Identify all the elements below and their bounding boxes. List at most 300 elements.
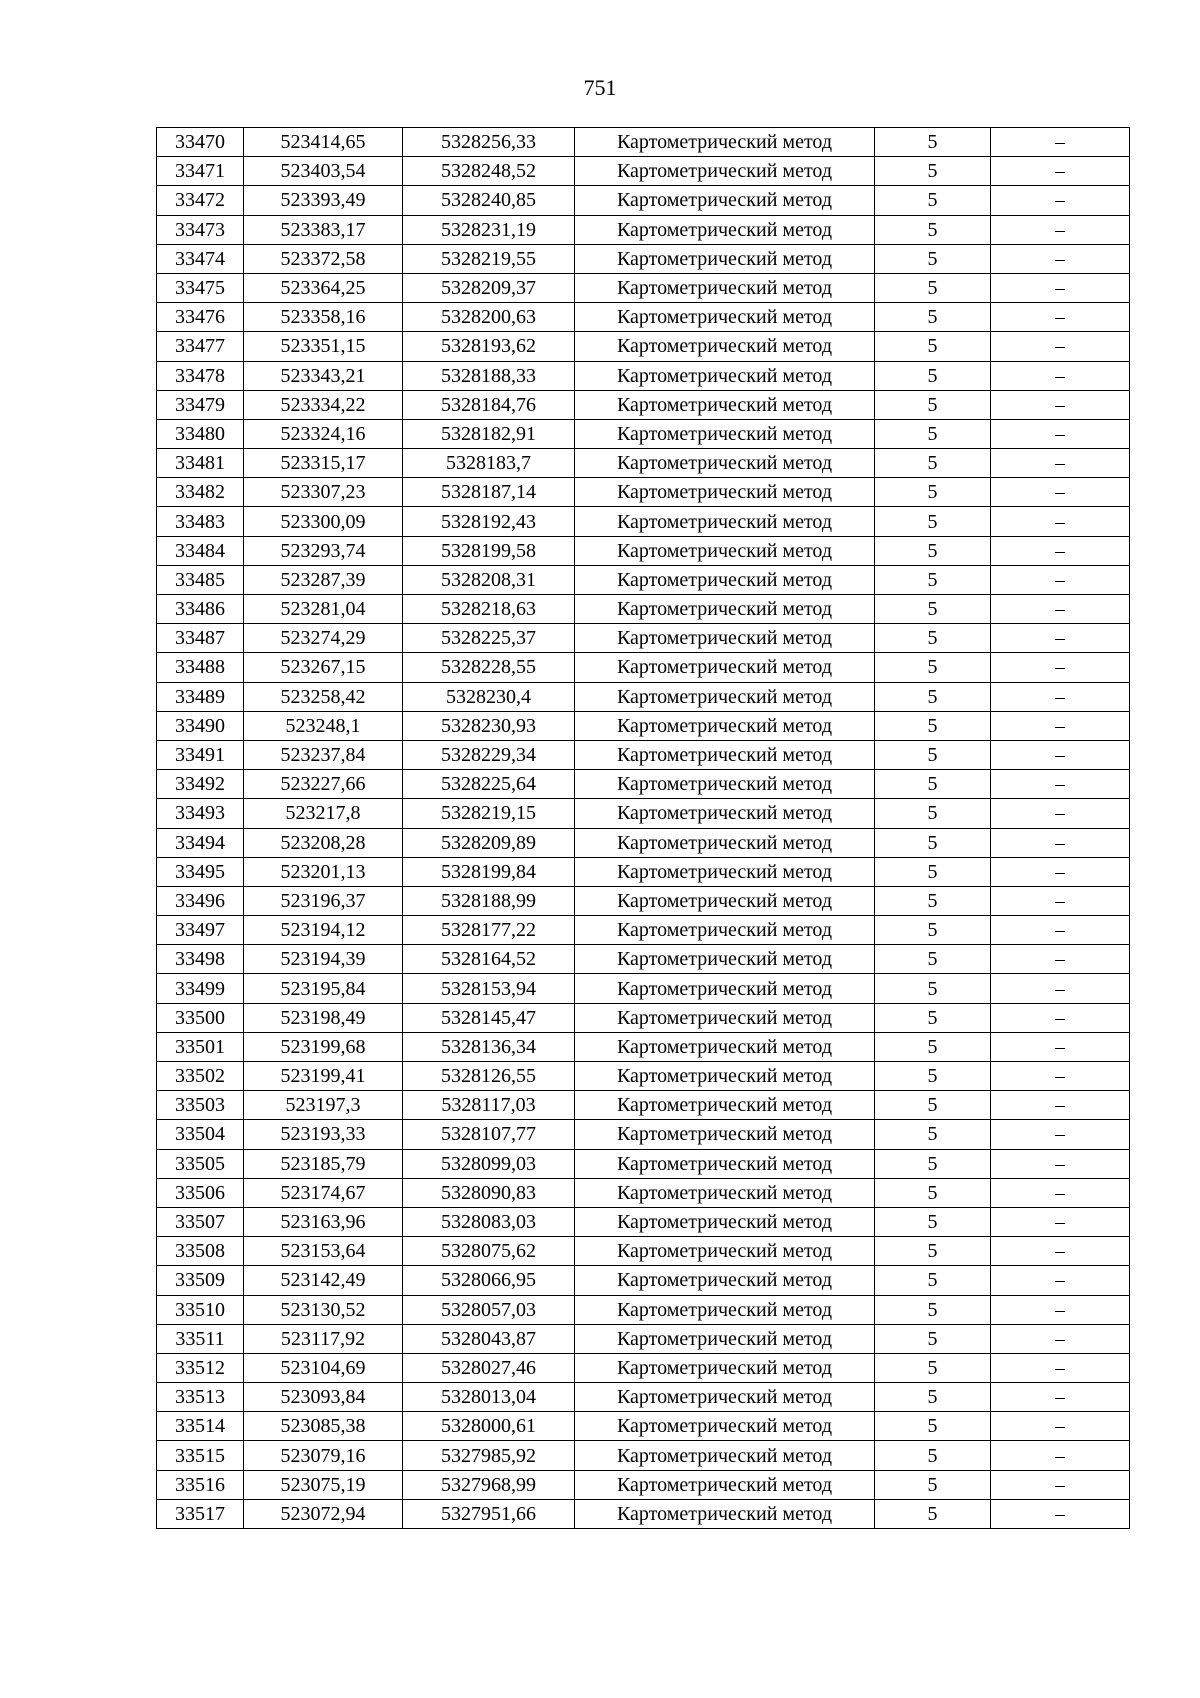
dash-cell: –: [991, 1178, 1130, 1207]
dash-cell: –: [991, 1237, 1130, 1266]
y-coordinate-cell: 5328199,58: [403, 536, 575, 565]
table-row: [157, 478, 1130, 507]
method-cell: Картометрический метод: [575, 828, 875, 857]
accuracy-cell: 5: [875, 916, 991, 945]
method-cell: Картометрический метод: [575, 886, 875, 915]
point-id-cell: 33473: [157, 215, 244, 244]
table-row: [157, 1237, 1130, 1266]
table-row: [157, 1266, 1130, 1295]
method-cell: Картометрический метод: [575, 1003, 875, 1032]
point-id-cell: 33488: [157, 653, 244, 682]
method-cell: Картометрический метод: [575, 478, 875, 507]
method-cell: Картометрический метод: [575, 186, 875, 215]
point-id-cell: 33472: [157, 186, 244, 215]
dash-cell: –: [991, 974, 1130, 1003]
point-id-cell: 33482: [157, 478, 244, 507]
y-coordinate-cell: 5328228,55: [403, 653, 575, 682]
x-coordinate-cell: 523267,15: [244, 653, 403, 682]
table-row: [157, 653, 1130, 682]
method-cell: Картометрический метод: [575, 1412, 875, 1441]
accuracy-cell: 5: [875, 624, 991, 653]
dash-cell: –: [991, 740, 1130, 769]
y-coordinate-cell: 5328117,03: [403, 1091, 575, 1120]
dash-cell: –: [991, 1324, 1130, 1353]
dash-cell: –: [991, 478, 1130, 507]
y-coordinate-cell: 5328164,52: [403, 945, 575, 974]
x-coordinate-cell: 523104,69: [244, 1353, 403, 1382]
dash-cell: –: [991, 186, 1130, 215]
point-id-cell: 33486: [157, 595, 244, 624]
y-coordinate-cell: 5328240,85: [403, 186, 575, 215]
point-id-cell: 33492: [157, 770, 244, 799]
point-id-cell: 33511: [157, 1324, 244, 1353]
method-cell: Картометрический метод: [575, 740, 875, 769]
accuracy-cell: 5: [875, 449, 991, 478]
x-coordinate-cell: 523227,66: [244, 770, 403, 799]
y-coordinate-cell: 5328107,77: [403, 1120, 575, 1149]
dash-cell: –: [991, 449, 1130, 478]
dash-cell: –: [991, 799, 1130, 828]
x-coordinate-cell: 523364,25: [244, 273, 403, 302]
dash-cell: –: [991, 1062, 1130, 1091]
y-coordinate-cell: 5327951,66: [403, 1499, 575, 1528]
table-row: [157, 449, 1130, 478]
method-cell: Картометрический метод: [575, 128, 875, 157]
method-cell: Картометрический метод: [575, 565, 875, 594]
method-cell: Картометрический метод: [575, 770, 875, 799]
accuracy-cell: 5: [875, 1412, 991, 1441]
table-row: [157, 273, 1130, 302]
x-coordinate-cell: 523093,84: [244, 1383, 403, 1412]
y-coordinate-cell: 5328208,31: [403, 565, 575, 594]
accuracy-cell: 5: [875, 361, 991, 390]
accuracy-cell: 5: [875, 303, 991, 332]
method-cell: Картометрический метод: [575, 799, 875, 828]
method-cell: Картометрический метод: [575, 624, 875, 653]
table-row: [157, 244, 1130, 273]
dash-cell: –: [991, 419, 1130, 448]
method-cell: Картометрический метод: [575, 1237, 875, 1266]
dash-cell: –: [991, 1003, 1130, 1032]
x-coordinate-cell: 523281,04: [244, 595, 403, 624]
table-row: [157, 1062, 1130, 1091]
y-coordinate-cell: 5328187,14: [403, 478, 575, 507]
method-cell: Картометрический метод: [575, 1383, 875, 1412]
method-cell: Картометрический метод: [575, 1120, 875, 1149]
y-coordinate-cell: 5328043,87: [403, 1324, 575, 1353]
y-coordinate-cell: 5328248,52: [403, 157, 575, 186]
point-id-cell: 33500: [157, 1003, 244, 1032]
y-coordinate-cell: 5328231,19: [403, 215, 575, 244]
method-cell: Картометрический метод: [575, 273, 875, 302]
accuracy-cell: 5: [875, 828, 991, 857]
point-id-cell: 33481: [157, 449, 244, 478]
x-coordinate-cell: 523237,84: [244, 740, 403, 769]
accuracy-cell: 5: [875, 974, 991, 1003]
x-coordinate-cell: 523174,67: [244, 1178, 403, 1207]
x-coordinate-cell: 523372,58: [244, 244, 403, 273]
dash-cell: –: [991, 507, 1130, 536]
accuracy-cell: 5: [875, 1207, 991, 1236]
table-row: [157, 945, 1130, 974]
method-cell: Картометрический метод: [575, 449, 875, 478]
point-id-cell: 33513: [157, 1383, 244, 1412]
table-row: [157, 828, 1130, 857]
x-coordinate-cell: 523193,33: [244, 1120, 403, 1149]
accuracy-cell: 5: [875, 1003, 991, 1032]
accuracy-cell: 5: [875, 536, 991, 565]
point-id-cell: 33515: [157, 1441, 244, 1470]
y-coordinate-cell: 5328153,94: [403, 974, 575, 1003]
dash-cell: –: [991, 128, 1130, 157]
x-coordinate-cell: 523393,49: [244, 186, 403, 215]
x-coordinate-cell: 523085,38: [244, 1412, 403, 1441]
y-coordinate-cell: 5328209,89: [403, 828, 575, 857]
point-id-cell: 33478: [157, 361, 244, 390]
point-id-cell: 33514: [157, 1412, 244, 1441]
x-coordinate-cell: 523142,49: [244, 1266, 403, 1295]
method-cell: Картометрический метод: [575, 1266, 875, 1295]
y-coordinate-cell: 5328136,34: [403, 1032, 575, 1061]
table-row: [157, 682, 1130, 711]
y-coordinate-cell: 5328200,63: [403, 303, 575, 332]
point-id-cell: 33484: [157, 536, 244, 565]
table-row: [157, 1499, 1130, 1528]
y-coordinate-cell: 5328193,62: [403, 332, 575, 361]
dash-cell: –: [991, 1441, 1130, 1470]
point-id-cell: 33517: [157, 1499, 244, 1528]
table-row: [157, 128, 1130, 157]
x-coordinate-cell: 523300,09: [244, 507, 403, 536]
method-cell: Картометрический метод: [575, 390, 875, 419]
x-coordinate-cell: 523351,15: [244, 332, 403, 361]
x-coordinate-cell: 523293,74: [244, 536, 403, 565]
point-id-cell: 33499: [157, 974, 244, 1003]
dash-cell: –: [991, 1207, 1130, 1236]
dash-cell: –: [991, 215, 1130, 244]
method-cell: Картометрический метод: [575, 916, 875, 945]
accuracy-cell: 5: [875, 653, 991, 682]
dash-cell: –: [991, 536, 1130, 565]
table-row: [157, 624, 1130, 653]
method-cell: Картометрический метод: [575, 507, 875, 536]
method-cell: Картометрический метод: [575, 332, 875, 361]
point-id-cell: 33479: [157, 390, 244, 419]
x-coordinate-cell: 523079,16: [244, 1441, 403, 1470]
dash-cell: –: [991, 770, 1130, 799]
point-id-cell: 33490: [157, 711, 244, 740]
table-row: [157, 1032, 1130, 1061]
coordinates-table: [156, 127, 1130, 1529]
accuracy-cell: 5: [875, 857, 991, 886]
point-id-cell: 33483: [157, 507, 244, 536]
method-cell: Картометрический метод: [575, 419, 875, 448]
accuracy-cell: 5: [875, 1295, 991, 1324]
dash-cell: –: [991, 1412, 1130, 1441]
point-id-cell: 33477: [157, 332, 244, 361]
accuracy-cell: 5: [875, 799, 991, 828]
dash-cell: –: [991, 682, 1130, 711]
dash-cell: –: [991, 711, 1130, 740]
accuracy-cell: 5: [875, 128, 991, 157]
x-coordinate-cell: 523307,23: [244, 478, 403, 507]
dash-cell: –: [991, 1032, 1130, 1061]
table-row: [157, 799, 1130, 828]
x-coordinate-cell: 523258,42: [244, 682, 403, 711]
y-coordinate-cell: 5328075,62: [403, 1237, 575, 1266]
y-coordinate-cell: 5328188,33: [403, 361, 575, 390]
method-cell: Картометрический метод: [575, 1295, 875, 1324]
method-cell: Картометрический метод: [575, 857, 875, 886]
table-row: [157, 886, 1130, 915]
table-row: [157, 1207, 1130, 1236]
y-coordinate-cell: 5328126,55: [403, 1062, 575, 1091]
accuracy-cell: 5: [875, 157, 991, 186]
x-coordinate-cell: 523324,16: [244, 419, 403, 448]
coordinates-table-body: [157, 128, 1130, 1529]
accuracy-cell: 5: [875, 770, 991, 799]
y-coordinate-cell: 5328230,4: [403, 682, 575, 711]
method-cell: Картометрический метод: [575, 1207, 875, 1236]
method-cell: Картометрический метод: [575, 653, 875, 682]
method-cell: Картометрический метод: [575, 1324, 875, 1353]
table-row: [157, 361, 1130, 390]
y-coordinate-cell: 5328192,43: [403, 507, 575, 536]
method-cell: Картометрический метод: [575, 536, 875, 565]
point-id-cell: 33476: [157, 303, 244, 332]
accuracy-cell: 5: [875, 215, 991, 244]
accuracy-cell: 5: [875, 1120, 991, 1149]
y-coordinate-cell: 5328177,22: [403, 916, 575, 945]
dash-cell: –: [991, 157, 1130, 186]
x-coordinate-cell: 523383,17: [244, 215, 403, 244]
table-row: [157, 974, 1130, 1003]
table-row: [157, 916, 1130, 945]
y-coordinate-cell: 5328090,83: [403, 1178, 575, 1207]
dash-cell: –: [991, 1353, 1130, 1382]
point-id-cell: 33509: [157, 1266, 244, 1295]
y-coordinate-cell: 5328219,15: [403, 799, 575, 828]
method-cell: Картометрический метод: [575, 682, 875, 711]
dash-cell: –: [991, 1091, 1130, 1120]
y-coordinate-cell: 5328013,04: [403, 1383, 575, 1412]
x-coordinate-cell: 523414,65: [244, 128, 403, 157]
dash-cell: –: [991, 886, 1130, 915]
table-row: [157, 1441, 1130, 1470]
dash-cell: –: [991, 1295, 1130, 1324]
point-id-cell: 33503: [157, 1091, 244, 1120]
accuracy-cell: 5: [875, 945, 991, 974]
accuracy-cell: 5: [875, 1441, 991, 1470]
table-row: [157, 303, 1130, 332]
x-coordinate-cell: 523195,84: [244, 974, 403, 1003]
method-cell: Картометрический метод: [575, 361, 875, 390]
y-coordinate-cell: 5328225,37: [403, 624, 575, 653]
x-coordinate-cell: 523208,28: [244, 828, 403, 857]
x-coordinate-cell: 523343,21: [244, 361, 403, 390]
x-coordinate-cell: 523217,8: [244, 799, 403, 828]
method-cell: Картометрический метод: [575, 1441, 875, 1470]
point-id-cell: 33508: [157, 1237, 244, 1266]
accuracy-cell: 5: [875, 740, 991, 769]
x-coordinate-cell: 523197,3: [244, 1091, 403, 1120]
x-coordinate-cell: 523194,12: [244, 916, 403, 945]
table-row: [157, 215, 1130, 244]
x-coordinate-cell: 523163,96: [244, 1207, 403, 1236]
accuracy-cell: 5: [875, 1353, 991, 1382]
x-coordinate-cell: 523198,49: [244, 1003, 403, 1032]
table-row: [157, 1091, 1130, 1120]
point-id-cell: 33512: [157, 1353, 244, 1382]
x-coordinate-cell: 523199,41: [244, 1062, 403, 1091]
accuracy-cell: 5: [875, 595, 991, 624]
point-id-cell: 33485: [157, 565, 244, 594]
y-coordinate-cell: 5328057,03: [403, 1295, 575, 1324]
x-coordinate-cell: 523196,37: [244, 886, 403, 915]
y-coordinate-cell: 5328000,61: [403, 1412, 575, 1441]
x-coordinate-cell: 523248,1: [244, 711, 403, 740]
x-coordinate-cell: 523194,39: [244, 945, 403, 974]
point-id-cell: 33510: [157, 1295, 244, 1324]
dash-cell: –: [991, 1266, 1130, 1295]
accuracy-cell: 5: [875, 1149, 991, 1178]
dash-cell: –: [991, 1120, 1130, 1149]
accuracy-cell: 5: [875, 682, 991, 711]
method-cell: Картометрический метод: [575, 1091, 875, 1120]
point-id-cell: 33494: [157, 828, 244, 857]
y-coordinate-cell: 5328083,03: [403, 1207, 575, 1236]
point-id-cell: 33495: [157, 857, 244, 886]
accuracy-cell: 5: [875, 711, 991, 740]
table-row: [157, 1178, 1130, 1207]
table-row: [157, 740, 1130, 769]
x-coordinate-cell: 523117,92: [244, 1324, 403, 1353]
method-cell: Картометрический метод: [575, 1353, 875, 1382]
page-number: 751: [583, 75, 617, 100]
method-cell: Картометрический метод: [575, 215, 875, 244]
dash-cell: –: [991, 273, 1130, 302]
accuracy-cell: 5: [875, 244, 991, 273]
accuracy-cell: 5: [875, 1178, 991, 1207]
point-id-cell: 33507: [157, 1207, 244, 1236]
point-id-cell: 33471: [157, 157, 244, 186]
y-coordinate-cell: 5328184,76: [403, 390, 575, 419]
table-row: [157, 1295, 1130, 1324]
table-row: [157, 770, 1130, 799]
dash-cell: –: [991, 653, 1130, 682]
point-id-cell: 33496: [157, 886, 244, 915]
table-row: [157, 536, 1130, 565]
point-id-cell: 33480: [157, 419, 244, 448]
method-cell: Картометрический метод: [575, 1062, 875, 1091]
method-cell: Картометрический метод: [575, 1470, 875, 1499]
accuracy-cell: 5: [875, 1324, 991, 1353]
x-coordinate-cell: 523185,79: [244, 1149, 403, 1178]
point-id-cell: 33475: [157, 273, 244, 302]
dash-cell: –: [991, 595, 1130, 624]
dash-cell: –: [991, 303, 1130, 332]
table-row: [157, 1383, 1130, 1412]
table-row: [157, 507, 1130, 536]
accuracy-cell: 5: [875, 332, 991, 361]
accuracy-cell: 5: [875, 390, 991, 419]
table-row: [157, 565, 1130, 594]
table-row: [157, 595, 1130, 624]
point-id-cell: 33498: [157, 945, 244, 974]
point-id-cell: 33493: [157, 799, 244, 828]
dash-cell: –: [991, 565, 1130, 594]
y-coordinate-cell: 5328183,7: [403, 449, 575, 478]
dash-cell: –: [991, 1499, 1130, 1528]
point-id-cell: 33470: [157, 128, 244, 157]
dash-cell: –: [991, 361, 1130, 390]
x-coordinate-cell: 523315,17: [244, 449, 403, 478]
table-row: [157, 390, 1130, 419]
table-row: [157, 711, 1130, 740]
dash-cell: –: [991, 945, 1130, 974]
dash-cell: –: [991, 916, 1130, 945]
accuracy-cell: 5: [875, 886, 991, 915]
x-coordinate-cell: 523403,54: [244, 157, 403, 186]
y-coordinate-cell: 5328230,93: [403, 711, 575, 740]
accuracy-cell: 5: [875, 186, 991, 215]
method-cell: Картометрический метод: [575, 303, 875, 332]
point-id-cell: 33506: [157, 1178, 244, 1207]
table-row: [157, 1353, 1130, 1382]
table-row: [157, 1120, 1130, 1149]
method-cell: Картометрический метод: [575, 1149, 875, 1178]
point-id-cell: 33505: [157, 1149, 244, 1178]
point-id-cell: 33502: [157, 1062, 244, 1091]
method-cell: Картометрический метод: [575, 595, 875, 624]
method-cell: Картометрический метод: [575, 974, 875, 1003]
method-cell: Картометрический метод: [575, 1178, 875, 1207]
table-row: [157, 419, 1130, 448]
x-coordinate-cell: 523153,64: [244, 1237, 403, 1266]
table-row: [157, 1412, 1130, 1441]
x-coordinate-cell: 523072,94: [244, 1499, 403, 1528]
accuracy-cell: 5: [875, 1266, 991, 1295]
x-coordinate-cell: 523358,16: [244, 303, 403, 332]
dash-cell: –: [991, 857, 1130, 886]
accuracy-cell: 5: [875, 1383, 991, 1412]
point-id-cell: 33516: [157, 1470, 244, 1499]
dash-cell: –: [991, 1383, 1130, 1412]
point-id-cell: 33497: [157, 916, 244, 945]
method-cell: Картометрический метод: [575, 244, 875, 273]
table-row: [157, 157, 1130, 186]
point-id-cell: 33491: [157, 740, 244, 769]
table-row: [157, 857, 1130, 886]
y-coordinate-cell: 5328188,99: [403, 886, 575, 915]
y-coordinate-cell: 5327968,99: [403, 1470, 575, 1499]
y-coordinate-cell: 5328219,55: [403, 244, 575, 273]
y-coordinate-cell: 5328066,95: [403, 1266, 575, 1295]
accuracy-cell: 5: [875, 273, 991, 302]
accuracy-cell: 5: [875, 1499, 991, 1528]
point-id-cell: 33501: [157, 1032, 244, 1061]
dash-cell: –: [991, 244, 1130, 273]
y-coordinate-cell: 5328145,47: [403, 1003, 575, 1032]
dash-cell: –: [991, 1149, 1130, 1178]
y-coordinate-cell: 5328209,37: [403, 273, 575, 302]
y-coordinate-cell: 5328229,34: [403, 740, 575, 769]
accuracy-cell: 5: [875, 1032, 991, 1061]
dash-cell: –: [991, 332, 1130, 361]
accuracy-cell: 5: [875, 478, 991, 507]
x-coordinate-cell: 523287,39: [244, 565, 403, 594]
method-cell: Картометрический метод: [575, 1032, 875, 1061]
